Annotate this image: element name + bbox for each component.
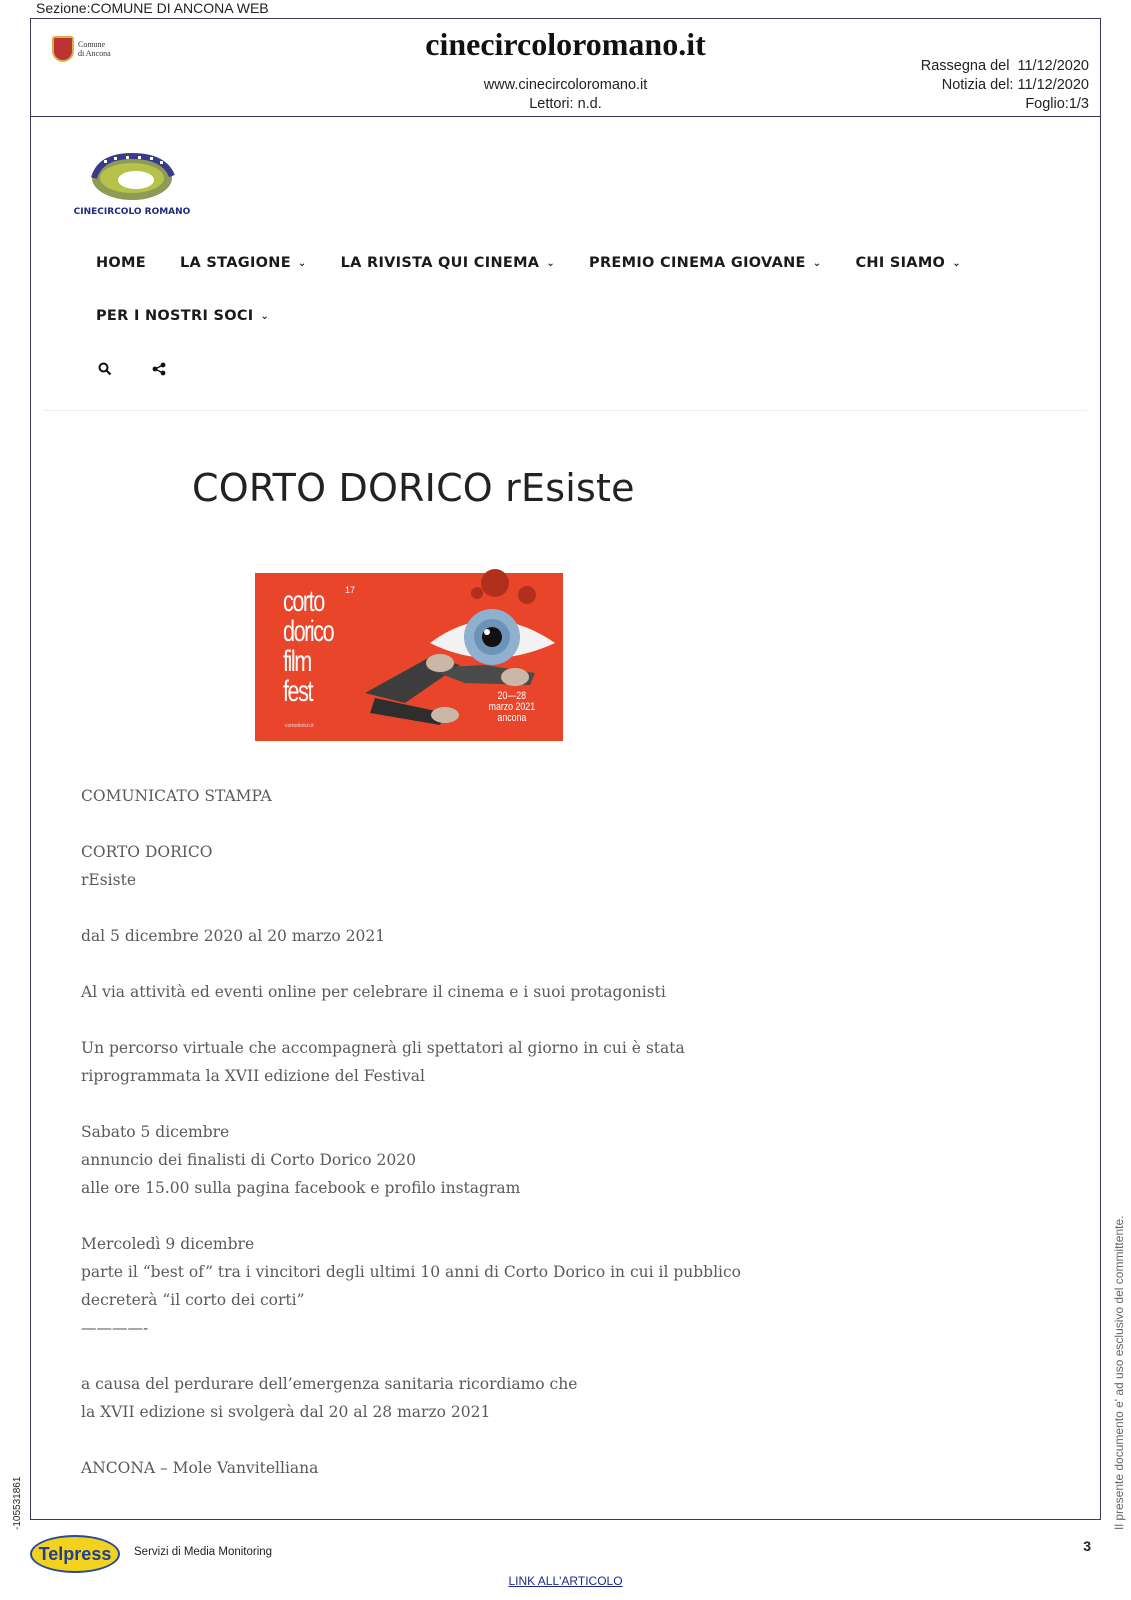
- paragraph: [81, 1118, 841, 1202]
- sheet-number: Foglio:1/3: [1025, 96, 1089, 112]
- text-line: Un percorso virtuale che accompagnerà gli spettatori al giorno in cui è stata: [81, 1039, 685, 1057]
- paragraph: [81, 1454, 841, 1482]
- text-line: alle ore 15.00 sulla pagina facebook e profilo instagram: [81, 1179, 521, 1197]
- search-icon[interactable]: [98, 362, 112, 376]
- poster-title: [283, 587, 333, 707]
- paragraph: [81, 1370, 841, 1426]
- text-line: ANCONA – Mole Vanvitelliana: [81, 1459, 319, 1477]
- text-line: rEsiste: [81, 871, 136, 889]
- chevron-down-icon: ⌄: [260, 310, 270, 322]
- header-divider: [30, 116, 1101, 117]
- text-line: COMUNICATO STAMPA: [81, 787, 272, 805]
- text-line: Sabato 5 dicembre: [81, 1123, 230, 1141]
- poster-line: dorico: [283, 615, 334, 648]
- poster-line: film: [283, 645, 311, 678]
- text-line: riprogrammata la XVII edizione del Festival: [81, 1067, 425, 1085]
- article-link[interactable]: LINK ALL'ARTICOLO: [508, 1574, 623, 1588]
- article-title: CORTO DORICO rEsiste: [192, 466, 635, 510]
- paragraph: [81, 1034, 841, 1090]
- text-line: annuncio dei finalisti di Corto Dorico 2020: [81, 1151, 416, 1169]
- main-nav-row-1: [96, 255, 995, 271]
- text-line: decreterà “il corto dei corti”: [81, 1291, 305, 1309]
- site-url: www.cinecircoloromano.it: [483, 77, 648, 93]
- text-line: dal 5 dicembre 2020 al 20 marzo 2021: [81, 927, 386, 945]
- nav-home[interactable]: HOME: [96, 255, 146, 271]
- text-line: parte il “best of” tra i vincitori degli ultimi 10 anni di Corto Dorico in cui il pubblico: [81, 1263, 742, 1281]
- chevron-down-icon: ⌄: [812, 257, 822, 269]
- section-label: Sezione:COMUNE DI ANCONA WEB: [36, 0, 269, 16]
- header-icons: [98, 362, 166, 376]
- nav-la-rivista-qui-cinema[interactable]: LA RIVISTA QUI CINEMA ⌄: [340, 255, 556, 271]
- poster-date-line: 20—28: [497, 690, 526, 702]
- nav-per-i-nostri-soci[interactable]: PER I NOSTRI SOCI ⌄: [96, 308, 270, 324]
- nav-la-stagione[interactable]: LA STAGIONE ⌄: [180, 255, 307, 271]
- text-line: ————-: [81, 1319, 149, 1337]
- site-header-separator: [44, 410, 1087, 411]
- review-date: Rassegna del 11/12/2020: [920, 58, 1089, 74]
- telpress-caption: Servizi di Media Monitoring: [134, 1546, 273, 1558]
- usage-disclaimer: Il presente documento e' ad uso esclusivo del committente.: [1112, 1215, 1126, 1530]
- document-id: -105531861: [12, 1476, 23, 1530]
- chevron-down-icon: ⌄: [297, 257, 307, 269]
- paragraph: [81, 922, 841, 950]
- text-line: CORTO DORICO: [81, 843, 213, 861]
- chevron-down-icon: ⌄: [546, 257, 556, 269]
- paragraph: [81, 1230, 841, 1342]
- paragraph: [81, 978, 841, 1006]
- nav-premio-cinema-giovane[interactable]: PREMIO CINEMA GIOVANE ⌄: [589, 255, 822, 271]
- cinecircolo-logo[interactable]: [73, 150, 191, 220]
- readers-count: Lettori: n.d.: [529, 96, 602, 112]
- share-icon[interactable]: [152, 362, 166, 376]
- poster-date-line: ancona: [497, 712, 527, 724]
- poster-website: cortodorico.it: [285, 723, 314, 729]
- comune-logo-line: di Ancona: [78, 49, 111, 58]
- nav-chi-siamo[interactable]: CHI SIAMO ⌄: [855, 255, 961, 271]
- poster-line: corto: [283, 585, 324, 618]
- poster-edition: 17: [345, 585, 356, 595]
- text-line: la XVII edizione si svolgerà dal 20 al 28 marzo 2021: [81, 1403, 491, 1421]
- news-date: Notizia del: 11/12/2020: [941, 77, 1089, 93]
- site-title: cinecircoloromano.it: [425, 26, 706, 62]
- comune-logo-line: Comune: [78, 40, 106, 49]
- paragraph: [81, 782, 841, 810]
- poster-date-line: marzo 2021: [488, 701, 535, 713]
- poster-dates: [489, 691, 535, 724]
- text-line: Mercoledì 9 dicembre: [81, 1235, 255, 1253]
- telpress-logo: Telpress: [30, 1535, 120, 1573]
- logo-text: CINECIRCOLO ROMANO: [73, 207, 191, 217]
- paragraph: [81, 838, 841, 894]
- text-line: Al via attività ed eventi online per celebrare il cinema e i suoi protagonisti: [81, 983, 666, 1001]
- text-line: a causa del perdurare dell’emergenza sanitaria ricordiamo che: [81, 1375, 578, 1393]
- article-body: [81, 782, 841, 1510]
- page-number: 3: [1083, 1538, 1091, 1554]
- chevron-down-icon: ⌄: [952, 257, 961, 269]
- poster-line: fest: [283, 675, 313, 708]
- festival-poster: [255, 573, 563, 741]
- main-nav-row-2: [96, 308, 303, 324]
